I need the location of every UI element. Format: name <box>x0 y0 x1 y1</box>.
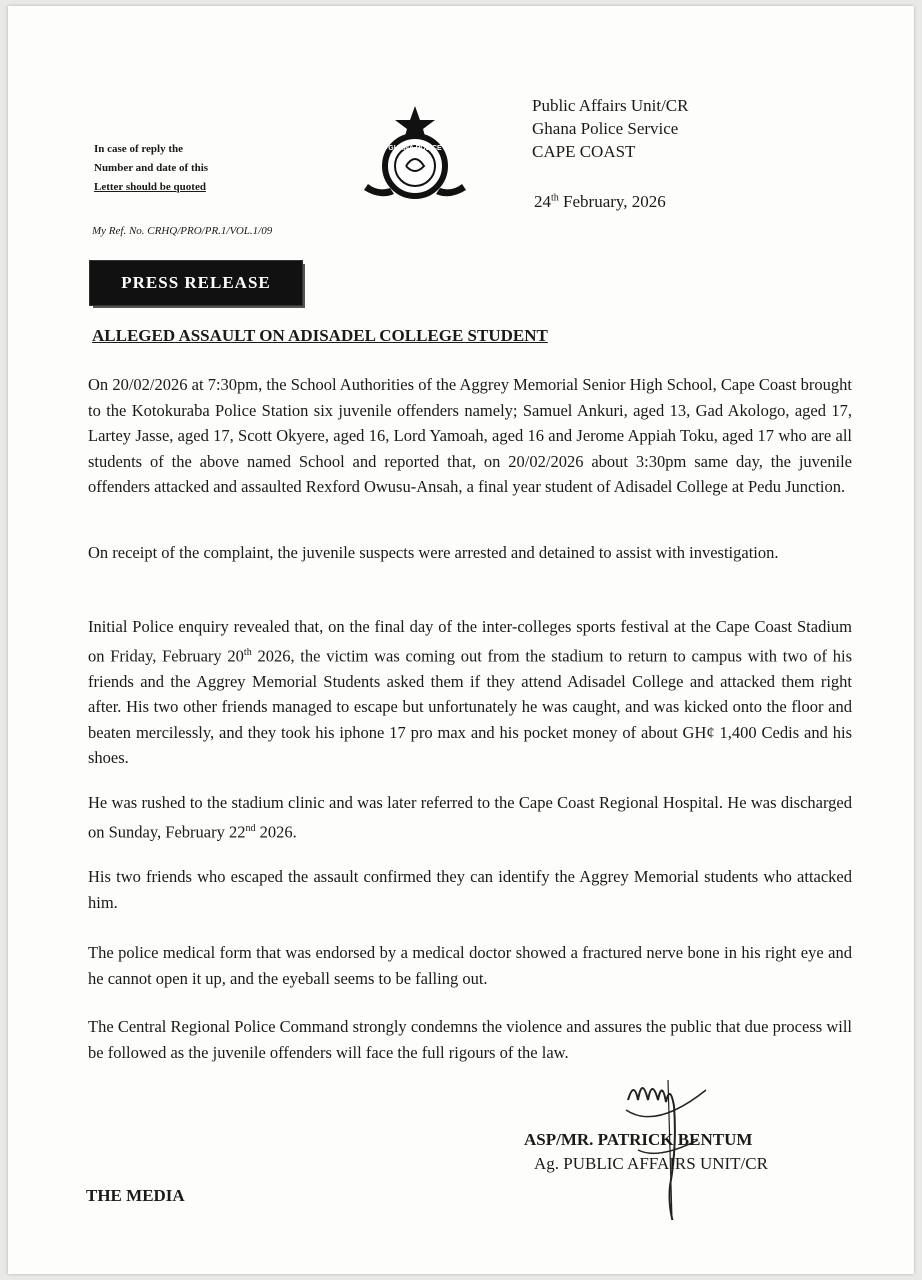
press-release-label: PRESS RELEASE <box>121 273 271 292</box>
signatory-name: ASP/MR. PATRICK BENTUM <box>524 1130 753 1149</box>
reply-note-line: Number and date of this <box>94 162 209 174</box>
signatory-title: Ag. PUBLIC AFFAIRS UNIT/CR <box>534 1154 768 1173</box>
paragraph-3: Initial Police enquiry revealed that, on the final day of the inter-colleges sports festival at the Cape Coast Stadium on Friday, February 20th 2026, the victim was coming out from the stadium to return to campus with two of his friends and the Aggrey Memorial Students asked them if they attend Adisadel College and attacked them right after. His two other friends managed to escape but unfortunately he was caught, and was kicked onto the floor and beaten mercilessly, and they took his iphone 17 pro max and his pocket money of about GH¢ 1,400 Cedis and his shoes. <box>88 617 852 767</box>
paragraph-7: The Central Regional Police Command strongly condemns the violence and assures the public that due process will be followed as the juvenile offenders will face the full rigours of the law. <box>88 1017 852 1062</box>
paragraph-4: He was rushed to the stadium clinic and was later referred to the Cape Coast Regional Hospital. He was discharged on Sunday, February 22nd 2026. <box>88 793 852 841</box>
paragraph-5: His two friends who escaped the assault confirmed they can identify the Aggrey Memorial students who attacked him. <box>88 867 852 912</box>
reply-instruction <box>94 140 208 197</box>
press-release-banner <box>90 261 302 305</box>
svg-text:GHANA POLICE: GHANA POLICE <box>388 145 442 152</box>
reply-note-line: Letter should be quoted <box>94 181 206 193</box>
headline: ALLEGED ASSAULT ON ADISADEL COLLEGE STUDENT <box>92 326 548 345</box>
police-crest-icon <box>360 104 470 204</box>
paragraph-2: On receipt of the complaint, the juvenile suspects were arrested and detained to assist with investigation. <box>88 543 779 562</box>
paragraph-6: The police medical form that was endorsed by a medical doctor showed a fractured nerve bone in his right eye and he cannot open it up, and the eyeball seems to be falling out. <box>88 943 852 988</box>
recipient: THE MEDIA <box>86 1186 185 1205</box>
address-line: Ghana Police Service <box>532 119 679 138</box>
reference-number: My Ref. No. CRHQ/PRO/PR.1/VOL.1/09 <box>92 225 273 237</box>
sender-address <box>532 94 688 163</box>
letter-date: 24th February, 2026 <box>534 192 666 211</box>
paragraph-1: On 20/02/2026 at 7:30pm, the School Authorities of the Aggrey Memorial Senior High School, Cape Coast brought to the Kotokuraba Police Station six juvenile offenders namely; Samuel Ankuri, aged 13, Gad Akologo, aged 17, Lartey Jasse, aged 17, Scott Okyere, aged 16, Lord Yamoah, aged 16 and Jerome Appiah Toku, aged 17 who are all students of the above named School and reported that, on 20/02/2026 about 3:30pm same day, the juvenile offenders attacked and assaulted Rexford Owusu-Ansah, a final year student of Adisadel College at Pedu Junction. <box>88 375 852 496</box>
reply-note-line: In case of reply the <box>94 143 184 155</box>
letter-page <box>8 6 914 1274</box>
address-line: Public Affairs Unit/CR <box>532 96 689 115</box>
address-line: CAPE COAST <box>532 142 636 161</box>
